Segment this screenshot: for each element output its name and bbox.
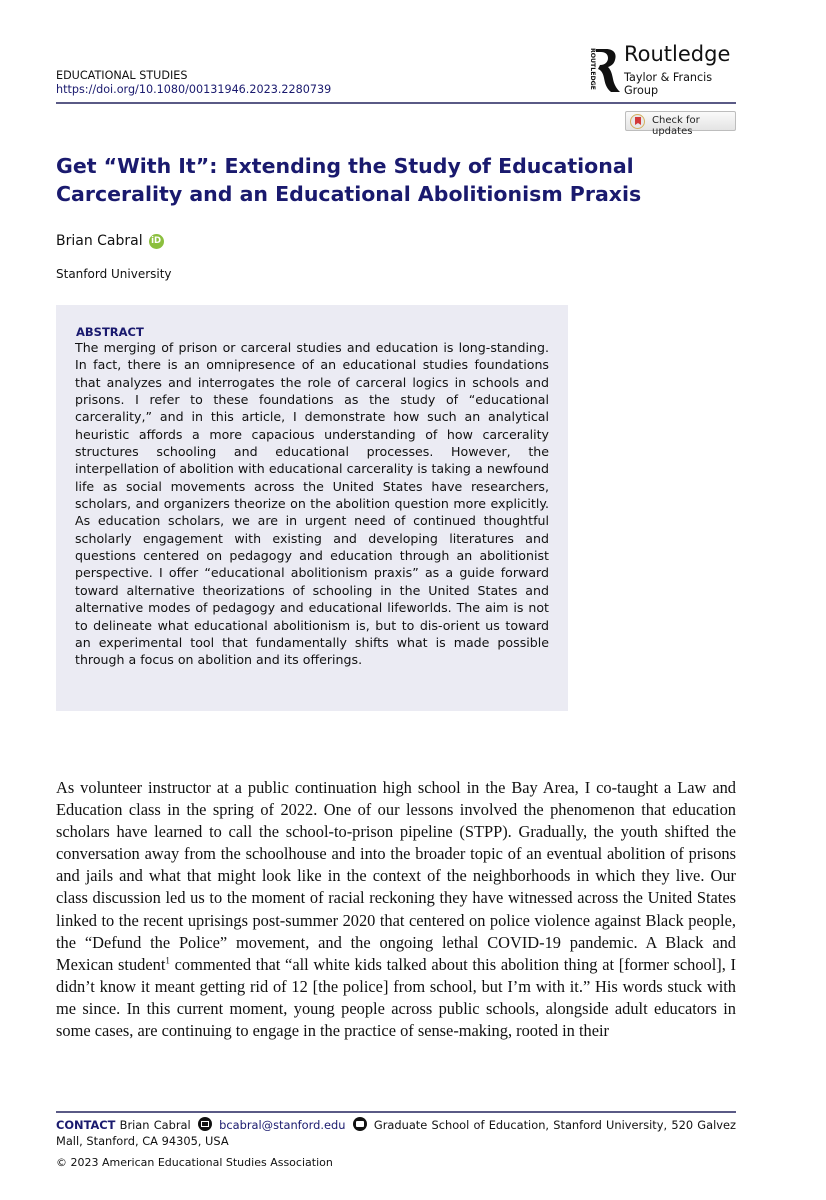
author-name: Brian Cabral xyxy=(56,233,143,249)
article-title: Get “With It”: Extending the Study of Educational Carcerality and an Educational Abolitionism Praxis xyxy=(56,154,642,206)
publisher-logo xyxy=(584,42,744,97)
body-paragraph xyxy=(56,777,736,1042)
abstract-heading: ABSTRACT xyxy=(76,325,144,339)
check-for-updates-label: Check for updates xyxy=(652,115,700,137)
author-affiliation: Stanford University xyxy=(56,267,172,281)
crossmark-icon xyxy=(630,114,645,129)
abstract-text: The merging of prison or carceral studies and education is long-standing. In fact, there is an omnipresence of an educational studies foundations that analyzes and interrogates the role of carceral logics in schools and prisons. I refer to these foundations as the study of “educational carcerality,” and in this article, I demonstrate how such an analytical heuristic affords a more capacious understanding of how carcerality structures schooling and educational processes. However, the interpellation of abolition with educational carcerality is taking a newfound life as social movements across the United States have researchers, scholars, and organizers theorize on the abolition question more explicitly. As education scholars, we are in urgent need of continued thoughtful scholarly engagement with existing and developing literatures and questions centered on pedagogy and education through an abolitionist perspective. I offer “educational abolitionism praxis” as a guide forward toward alternative theorizations of schooling in the United States and alternative modes of pedagogy and educational lifeworlds. The aim is not to delineate what educational abolitionism is, but to dis-orient us toward an experimental tool that fundamentally shifts what is made possible through a focus on abolition and its offerings. xyxy=(75,340,549,668)
publisher-name: Routledge xyxy=(624,42,731,66)
doi-link[interactable]: https://doi.org/10.1080/00131946.2023.2280739 xyxy=(56,83,332,96)
body-text-part1: As volunteer instructor at a public continuation high school in the Bay Area, I co-taught a Law and Education class in the spring of 2022. One of our lessons involved the phenomenon that education scholars have learned to call the school-to-prison pipeline (STPP). Gradually, the youth shifted the conversation away from the schoolhouse and into the broader topic of an eventual abolition of prisons and jails and what that might look like in the context of the neighborhoods in which they live. Our class discussion led us to the moment of racial reckoning they have witnessed across the United States linked to the recent uprisings post-summer 2020 that centered on police violence against Black people, the “Defund the Police” movement, and the ongoing lethal COVID-19 pandemic. A Black and Mexican student xyxy=(56,778,736,974)
contact-label: CONTACT xyxy=(56,1118,116,1132)
header-divider xyxy=(56,102,736,104)
publisher-group: Taylor & Francis Group xyxy=(624,71,713,97)
footer-divider xyxy=(56,1111,736,1113)
body-text-part2: commented that “all white kids talked about this abolition thing at [former school], I didn’t know it meant getting rid of 12 [the police] from school, but I’m with it.” His words stuck with me since. In this current moment, young people across public schools, alongside adult educators in some cases, are continuing to engage in the practice of sense-making, rooted in their xyxy=(56,954,736,1041)
copyright-notice: © 2023 American Educational Studies Association xyxy=(56,1156,333,1169)
orcid-icon[interactable]: iD xyxy=(149,234,164,249)
routledge-logo-icon xyxy=(584,46,622,94)
journal-name: EDUCATIONAL STUDIES xyxy=(56,69,188,82)
contact-block xyxy=(56,1117,736,1149)
envelope-icon xyxy=(198,1117,212,1131)
svg-text:ROUTLEDGE: ROUTLEDGE xyxy=(589,48,596,90)
check-for-updates-button[interactable] xyxy=(625,111,736,137)
address-icon xyxy=(353,1117,367,1131)
author-line xyxy=(56,233,164,249)
abstract-box xyxy=(56,305,568,711)
footnote-ref[interactable]: 1 xyxy=(165,955,170,966)
contact-email-link[interactable]: bcabral@stanford.edu xyxy=(219,1118,346,1132)
contact-name: Brian Cabral xyxy=(119,1118,191,1132)
contact-address: Graduate School of Education, Stanford University, 520 Galvez Mall, Stanford, CA 94305, USA xyxy=(56,1118,736,1148)
